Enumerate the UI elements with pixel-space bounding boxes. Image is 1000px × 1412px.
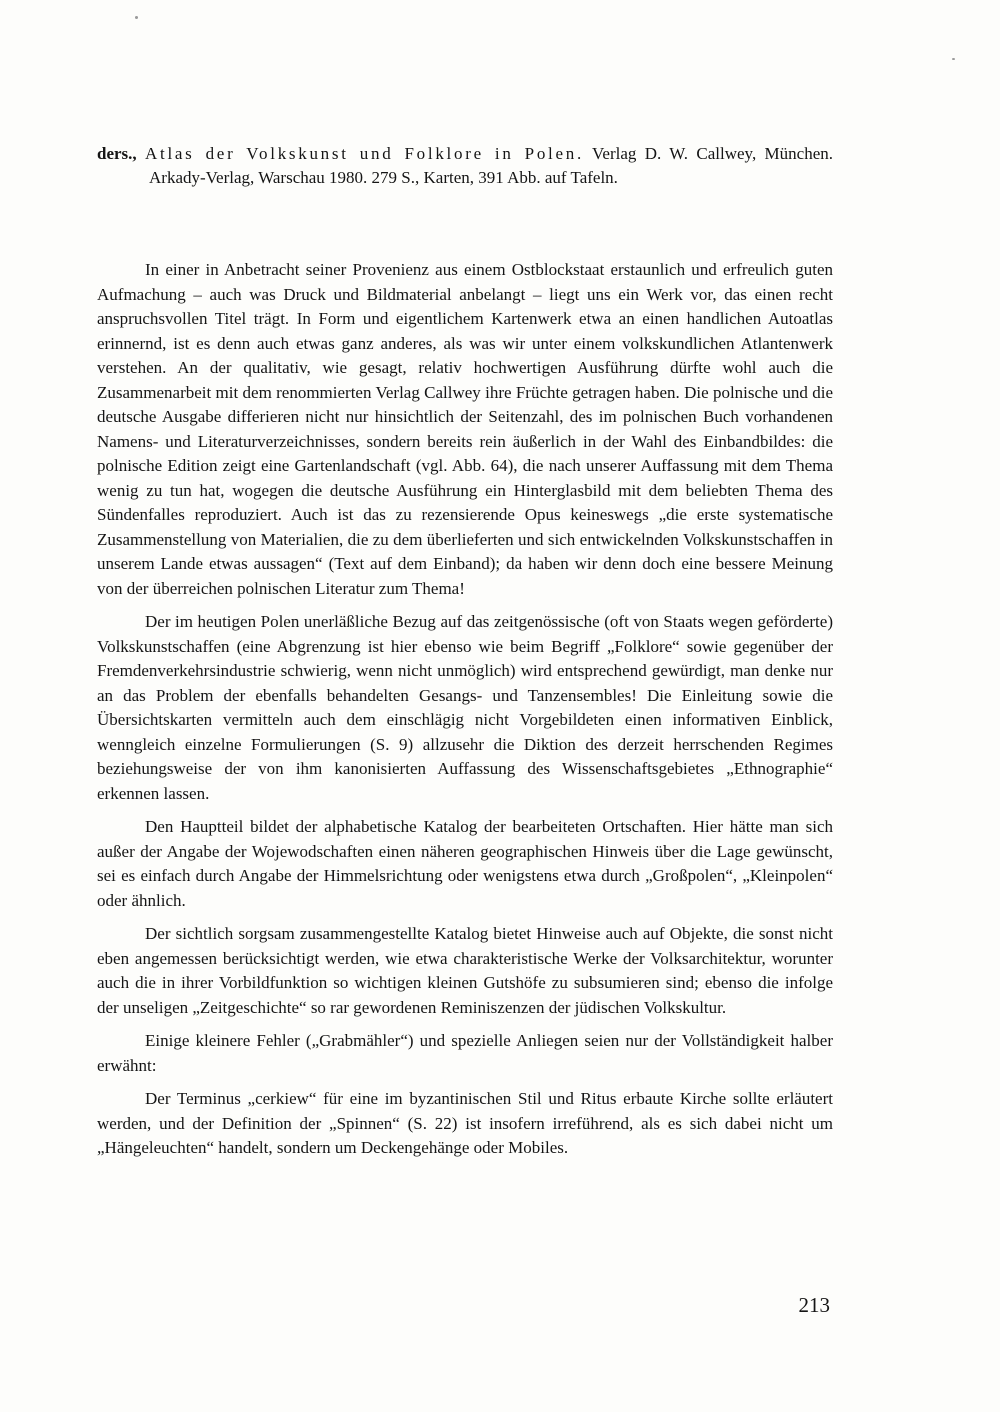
text-block xyxy=(97,142,833,1170)
author-abbreviation: ders., xyxy=(97,144,137,163)
scan-artifact xyxy=(135,16,138,19)
review-paragraph: Einige kleinere Fehler („Grabmähler“) und spezielle Anliegen seien nur der Vollständigkeit halber erwähnt: xyxy=(97,1031,833,1075)
bibliographic-header xyxy=(97,142,833,190)
scan-artifact xyxy=(952,58,955,60)
review-paragraph: Den Hauptteil bildet der alphabetische Katalog der bearbeiteten Ortschaften. Hier hätte man sich außer der Angabe der Wojewodschaften einen näheren geographischen Hinweis über die Lage gewünscht, sei es einfach durch Angabe der Himmelsrichtung oder wenigstens etwa durch „Großpolen“, „Kleinpolen“ oder ähnlich. xyxy=(97,817,833,910)
review-paragraph: Der sichtlich sorgsam zusammengestellte Katalog bietet Hinweise auch auf Objekte, die sonst nicht eben angemessen berücksichtigt werden, wie etwa charakteristische Werke der Volksarchitektur, worunter auch die in ihrer Vorbildfunktion so wichtigen kleinen Gutshöfe zu subsumieren sind; ebenso die infolge der unseligen „Zeitgeschichte“ so rar gewordenen Reminiszenzen der jüdischen Volkskultur. xyxy=(97,924,833,1017)
page-number: 213 xyxy=(798,1293,830,1317)
publisher-info: Verlag D. W. Callwey, München. Arkady-Verlag, Warschau 1980. 279 S., Karten, 391 Abb. auf Tafeln. xyxy=(149,144,834,187)
review-paragraph: Der im heutigen Polen unerläßliche Bezug auf das zeitgenössische (oft von Staats wegen geförderte) Volkskunstschaffen (eine Abgrenzung ist hier ebenso wie beim Begriff „Folklore“ sowie gegenüber der Fremdenverkehrsindustrie schwierig, wenn nicht unmöglich) wird entsprechend gewürdigt, man denke nur an das Problem der ebenfalls behandelten Gesangs- und Tanzensembles! Die Einleitung sowie die Übersichtskarten vermitteln auch dem einschlägig nicht Vorgebildeten einen informativen Einblick, wenngleich einzelne Formulierungen (S. 9) allzusehr die Diktion des derzeit herrschenden Regimes beziehungsweise der von ihm kanonisierten Auffassung des Wissenschaftsgebietes „Ethnographie“ erkennen lassen. xyxy=(97,612,833,803)
review-paragraph: In einer in Anbetracht seiner Provenienz aus einem Ostblockstaat erstaunlich und erfreulich guten Aufmachung – auch was Druck und Bildmaterial anbelangt – liegt uns ein Werk vor, das einen recht anspruchsvollen Titel trägt. In Form und eigentlichem Kartenwerk etwa an einen handlichen Autoatlas erinnernd, ist es denn auch etwas ganz anderes, als was wir unter einem volkskundlichen Atlantenwerk verstehen. An der qualitativ, wie gesagt, relativ hochwertigen Ausführung dürfte wohl auch die Zusammenarbeit mit dem renommierten Verlag Callwey ihre Früchte getragen haben. Die polnische und die deutsche Ausgabe differieren nicht nur hinsichtlich der Seitenzahl, des im polnischen Buch vorhandenen Namens- und Literaturverzeichnisses, sondern bereits rein äußerlich in der Wahl des Einbandbildes: die polnische Edition zeigt eine Gartenlandschaft (vgl. Abb. 64), die nach unserer Auffassung mit dem Thema wenig zu tun hat, wogegen die deutsche Ausführung ein Hinterglasbild mit dem beliebten Thema des Sündenfalles reproduziert. Auch ist das zu rezensierende Opus keineswegs „die erste systematische Zusammenstellung von Materialien, die zu dem überlieferten und sich entwickelnden Volkskunstschaffen in unserem Lande etwas aussagen“ (Text auf dem Einband); da haben wir denn doch eine bessere Meinung von der überreichen polnischen Literatur zum Thema! xyxy=(97,260,833,598)
review-paragraph: Der Terminus „cerkiew“ für eine im byzantinischen Stil und Ritus erbaute Kirche sollte erläutert werden, und der Definition der „Spinnen“ (S. 22) ist insofern irreführend, als es sich dabei nicht um „Hängeleuchten“ handelt, sondern um Deckengehänge oder Mobiles. xyxy=(97,1089,833,1157)
book-title: Atlas der Volkskunst und Folklore in Polen. xyxy=(145,144,584,163)
